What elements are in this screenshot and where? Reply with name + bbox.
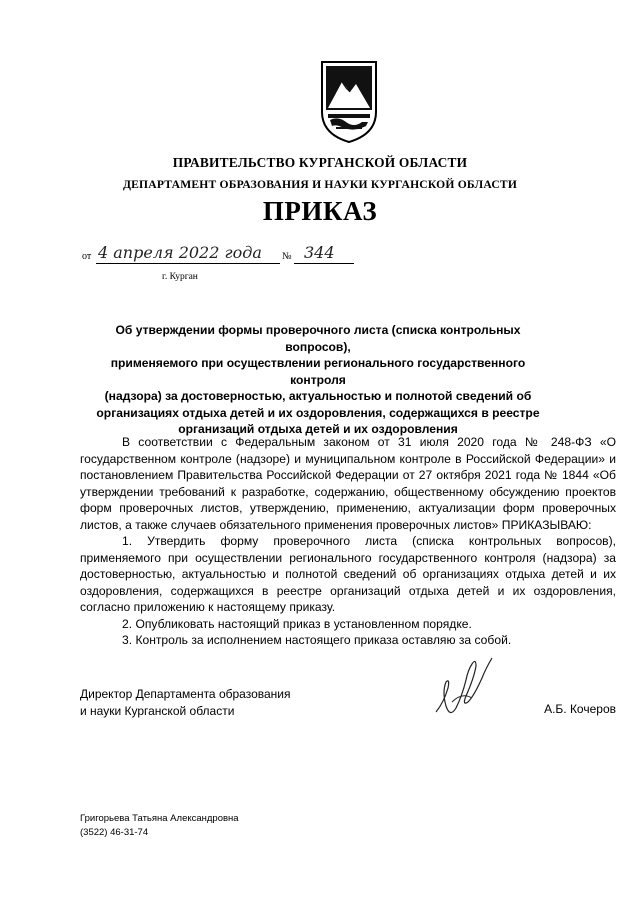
position-line-1: Директор Департамента образования	[80, 687, 291, 701]
signer-name: А.Б. Кочеров	[544, 702, 616, 716]
order-body	[80, 434, 616, 649]
handwritten-date: 4 апреля 2022 года	[98, 243, 262, 262]
from-label: от	[82, 251, 92, 262]
date-underline	[96, 263, 280, 264]
handwritten-signature	[432, 652, 498, 726]
date-number-line	[82, 243, 362, 265]
order-item-3: 3. Контроль за исполнением настоящего приказа оставляю за собой.	[122, 633, 512, 647]
heading-line: Об утверждении формы проверочного листа (списка контрольных вопросов),	[115, 323, 521, 354]
order-heading	[92, 322, 544, 438]
contact-block	[80, 812, 239, 840]
contact-phone: (3522) 46-31-74	[80, 827, 149, 838]
heading-line: организациях отдыха детей и их оздоровления, содержащихся в реестре	[96, 405, 540, 420]
org-line-department: ДЕПАРТАМЕНТ ОБРАЗОВАНИЯ И НАУКИ КУРГАНСКОЙ ОБЛАСТИ	[122, 178, 518, 191]
signer-position	[80, 686, 291, 719]
number-underline	[294, 263, 354, 264]
heading-line: (надзора) за достоверностью, актуальностью и полнотой сведений об	[104, 389, 532, 403]
heading-line: применяемого при осуществлении регионального государственного контроля	[110, 356, 526, 387]
document-title: ПРИКАЗ	[262, 196, 378, 226]
contact-name: Григорьева Татьяна Александровна	[80, 813, 239, 824]
heading-line: организаций отдыха детей и их оздоровления	[178, 422, 458, 436]
order-item-1: 1. Утвердить форму проверочного листа (списка контрольных вопросов), применяемого при осуществлении регионального государственного контроля (надзора) за достоверностью, актуальностью и полнотой сведений об организациях отдыха детей и их оздоровления, содержащихся в реестре организаций отдыха детей и их оздоровления, согласно приложению к настоящему приказу.	[80, 534, 616, 614]
preamble-paragraph: В соответствии с Федеральным законом от 31 июля 2020 года № 248-ФЗ «О государственном контроле (надзоре) и муниципальном контроле в Российской Федерации» и постановлением Правительства Российской Федерации от 27 октября 2021 года № 1844 «Об утверждении требований к разработке, содержанию, общественному обсуждению проектов форм проверочных листов, утверждению, применению, актуализации форм проверочных листов, а также случаев обязательного применения проверочных листов» ПРИКАЗЫВАЮ:	[80, 435, 616, 532]
handwritten-number: 344	[304, 243, 335, 262]
org-line-government: ПРАВИТЕЛЬСТВО КУРГАНСКОЙ ОБЛАСТИ	[172, 155, 468, 170]
number-label: №	[282, 251, 292, 262]
coat-of-arms-emblem	[316, 56, 382, 144]
position-line-2: и науки Курганской области	[80, 703, 235, 718]
city-label: г. Курган	[162, 272, 198, 282]
order-item-2: 2. Опубликовать настоящий приказ в установленном порядке.	[122, 616, 472, 631]
